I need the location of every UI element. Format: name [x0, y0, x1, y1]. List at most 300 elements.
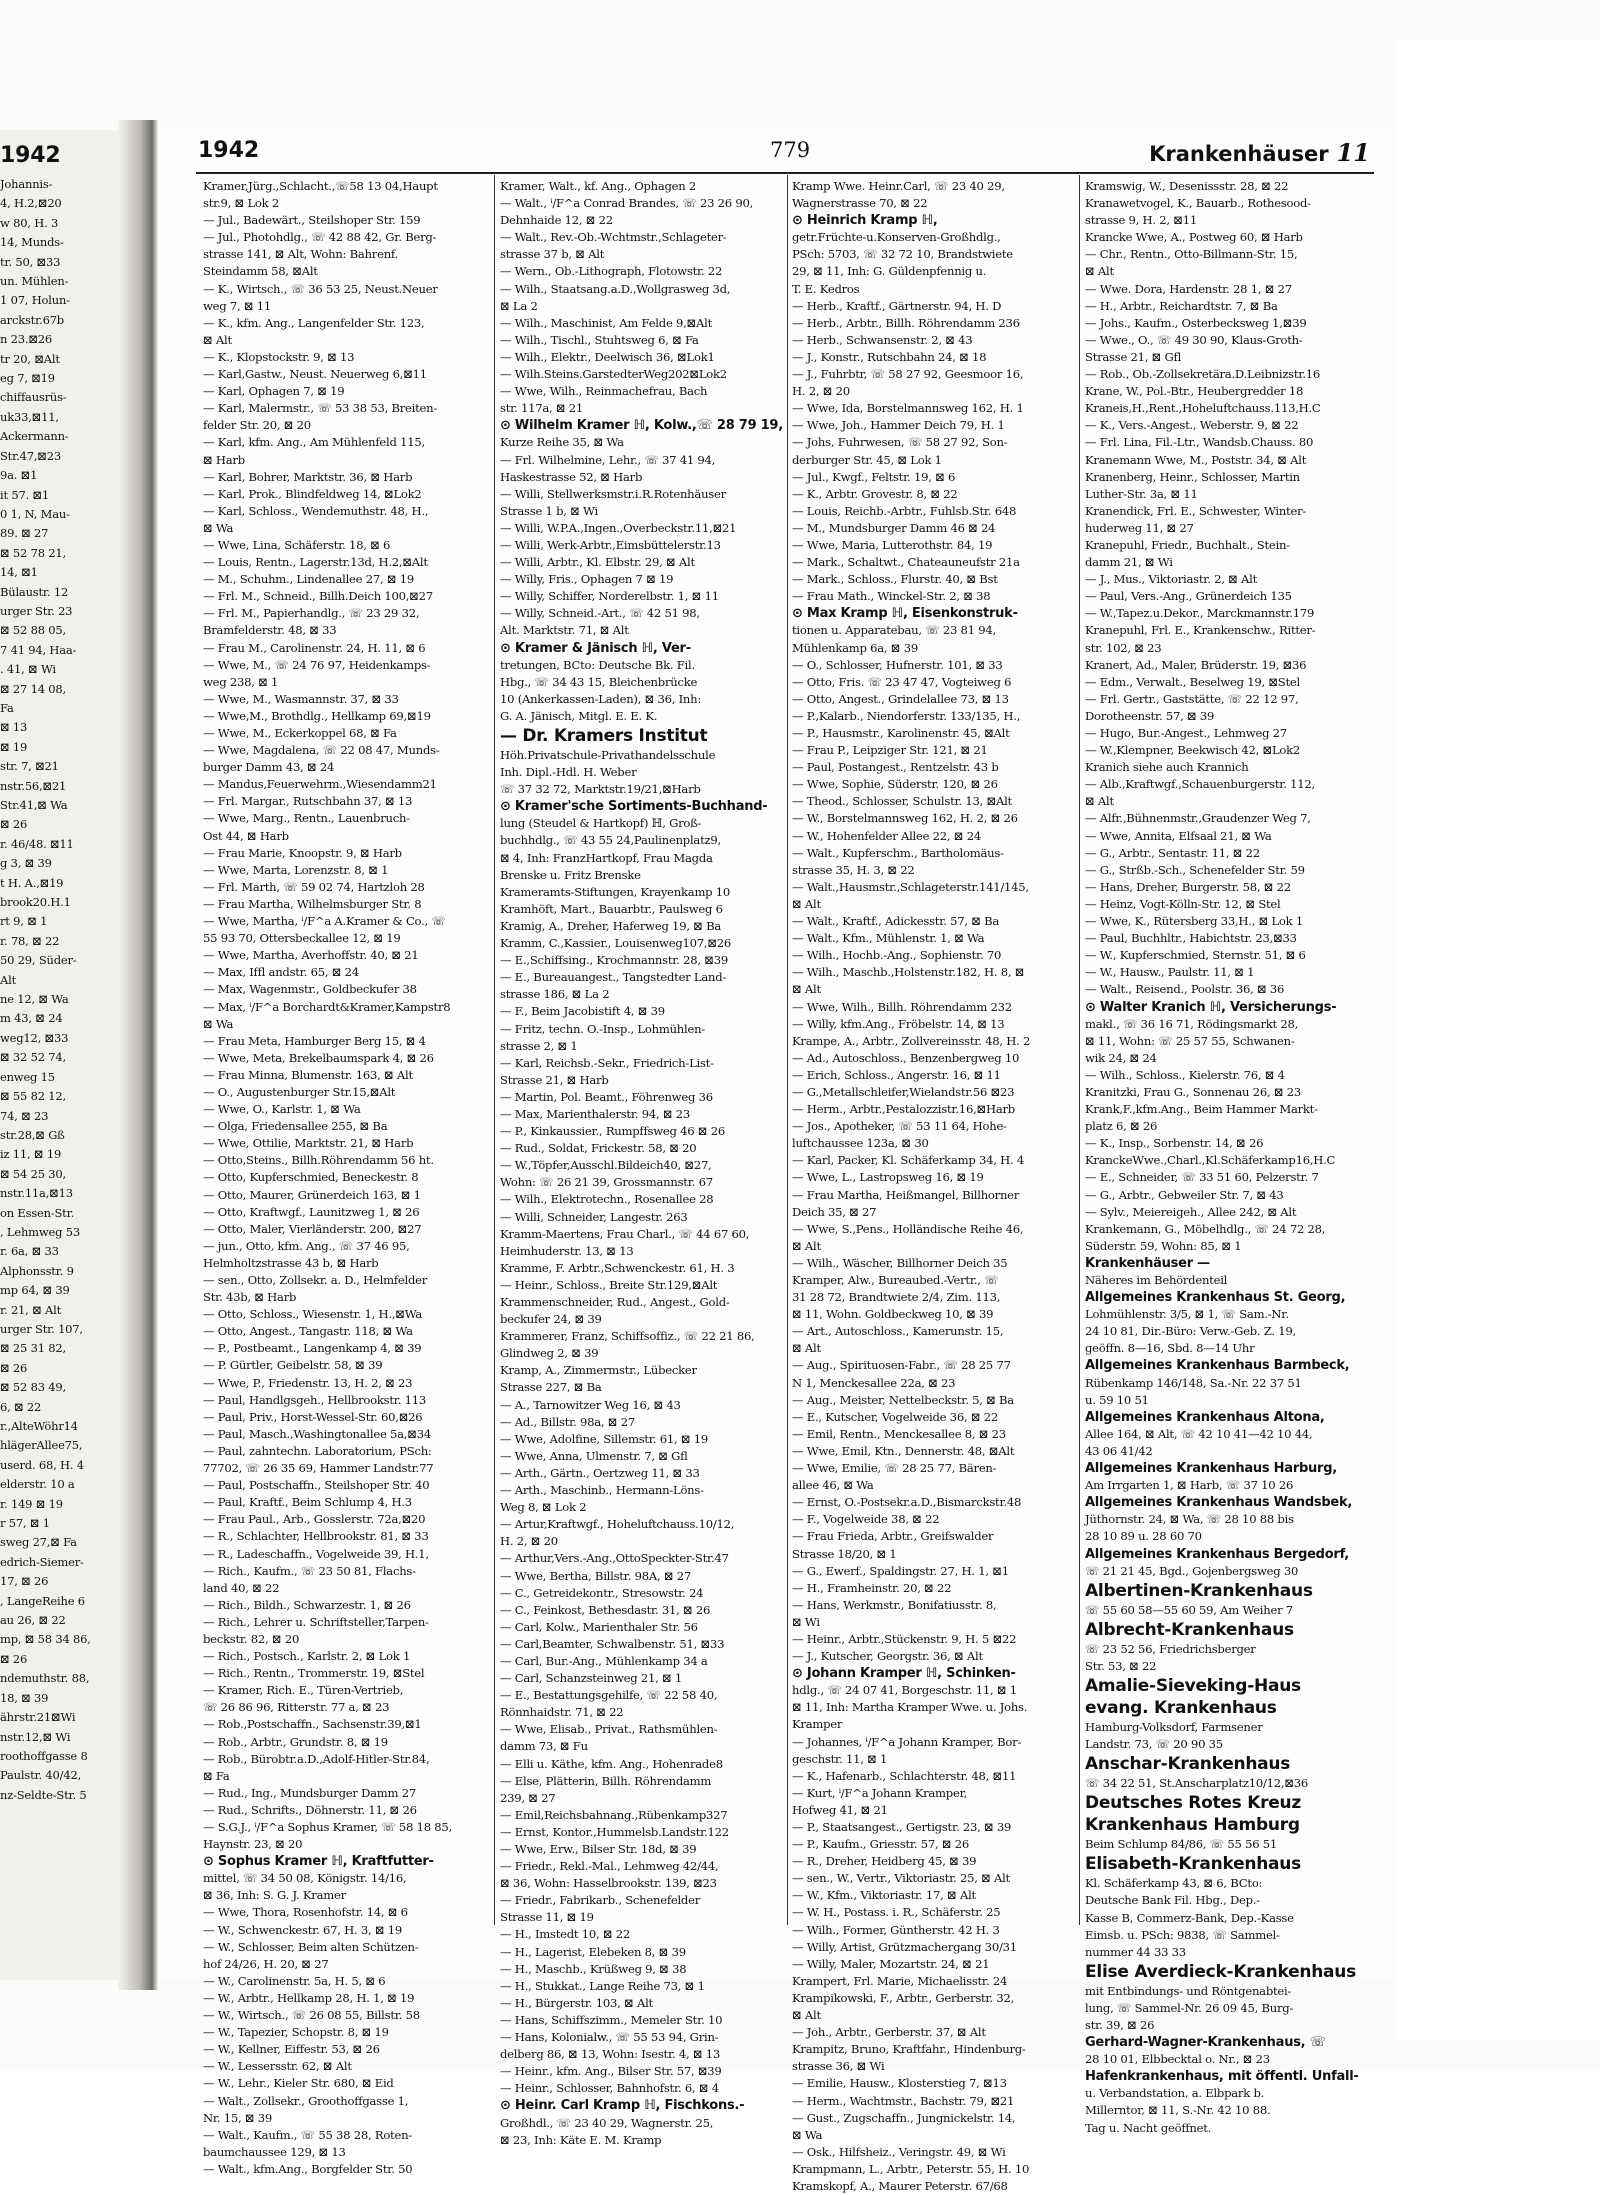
directory-entry-line: — Else, Plätterin, Billh. Röhrendamm — [500, 1773, 712, 1788]
directory-entry-line: Großhdl., ☏ 23 40 29, Wagnerstr. 25, — [500, 2115, 714, 2130]
previous-page-line: iz 11, ⊠ 19 — [0, 1147, 62, 1162]
directory-entry-line: — Heinr., kfm. Ang., Bilser Str. 57, ⊠39 — [500, 2064, 722, 2079]
directory-entry-line: Kramer,Jürg.,Schlacht.,☏58 13 04,Haupt — [203, 179, 438, 193]
directory-entry-line: Kramm-Maertens, Frau Charl., ☏ 44 67 60, — [500, 1226, 750, 1241]
directory-entry-line: — Karl, Malermstr., ☏ 53 38 53, Breiten- — [203, 401, 438, 416]
directory-entry-line: Hofweg 41, ⊠ 21 — [792, 1802, 888, 1817]
directory-entry-line: — Max, Marienthalerstr. 94, ⊠ 23 — [500, 1106, 691, 1121]
directory-entry-line: — Wern., Ob.-Lithograph, Flotowstr. 22 — [500, 264, 723, 279]
directory-entry-line: — Walt., Reisend., Poolstr. 36, ⊠ 36 — [1085, 982, 1285, 997]
directory-entry-line: — Edm., Verwalt., Beselweg 19, ⊠Stel — [1085, 674, 1300, 689]
directory-entry-line: — Karl, Schloss., Wendemuthstr. 48, H., — [203, 503, 429, 518]
directory-entry-line: 24 10 81, Dir.-Büro: Verw.-Geb. Z. 19, — [1085, 1324, 1296, 1339]
directory-entry-line: ☏ 34 22 51, St.Anscharplatz10/12,⊠36 — [1085, 1776, 1309, 1791]
previous-page-fragment — [0, 143, 110, 1983]
directory-entry-line: ⊙ Heinrich Kramp ℍ, — [792, 213, 938, 229]
directory-entry-line: — W., Kellner, Eiffestr. 53, ⊠ 26 — [203, 2042, 380, 2057]
directory-entry-line: — Rud., Soldat, Frickestr. 58, ⊠ 20 — [500, 1141, 697, 1156]
directory-entry-line: Nr. 15, ⊠ 39 — [203, 2110, 273, 2125]
directory-entry-line: ⊠ Alt — [792, 2008, 821, 2023]
directory-entry-line: — Wwe, Joh., Hammer Deich 79, H. 1 — [792, 418, 1005, 433]
previous-page-line: 50 29, Süder- — [0, 953, 77, 968]
directory-entry-line: — Paul, Postangest., Rentzelstr. 43 b — [792, 760, 999, 775]
directory-entry-line: Amalie-Sieveking-Haus — [1085, 1675, 1301, 1696]
directory-entry-line: ☏ 55 60 58—55 60 59, Am Weiher 7 — [1085, 1602, 1293, 1617]
directory-entry-line: — H., Framheinstr. 20, ⊠ 22 — [792, 1580, 952, 1595]
directory-entry-line: — W.,Klempner, Beekwisch 42, ⊠Lok2 — [1085, 743, 1301, 758]
directory-entry-line: — Frau Frieda, Arbtr., Greifswalder — [792, 1529, 994, 1544]
previous-page-line: Alphonsstr. 9 — [0, 1263, 74, 1278]
directory-entry-line: — Wwe, Magdalena, ☏ 22 08 47, Munds- — [203, 743, 440, 758]
directory-entry-line: Brenske u. Fritz Brenske — [500, 867, 641, 882]
directory-entry-line: Anschar-Krankenhaus — [1085, 1754, 1291, 1775]
directory-entry-line: — W., Tapezier, Schopstr. 8, ⊠ 19 — [203, 2025, 389, 2040]
directory-entry-line: — P.,Kalarb., Niendorferstr. 133/135, H., — [792, 708, 1021, 723]
directory-entry-line: Kranawetvogel, K., Bauarb., Rothesood- — [1085, 196, 1311, 211]
directory-entry-line: G. A. Jänisch, Mitgl. E. E. K. — [500, 708, 658, 723]
directory-entry-line: — G.,Metallschleifer,Wielandstr.56 ⊠23 — [792, 1084, 1015, 1099]
directory-entry-line: — Aug., Spirituosen-Fabr., ☏ 28 25 77 — [792, 1358, 1011, 1373]
previous-page-lines — [0, 175, 110, 1805]
directory-entry-line: 10 (Ankerkassen-Laden), ⊠ 36, Inh: — [500, 691, 702, 706]
directory-entry-line: Strasse 11, ⊠ 19 — [500, 1910, 594, 1925]
column-divider — [494, 175, 495, 1925]
directory-entry-line: — Frau P., Leipziger Str. 121, ⊠ 21 — [792, 743, 988, 758]
directory-entry-line: hdlg., ☏ 24 07 41, Borgeschstr. 11, ⊠ 1 — [792, 1683, 1017, 1698]
directory-entry-line: weg 238, ⊠ 1 — [203, 674, 279, 689]
directory-entry-line: Allgemeines Krankenhaus Altona, — [1085, 1409, 1325, 1425]
directory-entry-line: — H., Stukkat., Lange Reihe 73, ⊠ 1 — [500, 1978, 705, 1993]
directory-entry-line: — H., Bürgerstr. 103, ⊠ Alt — [500, 1995, 653, 2010]
directory-entry-line: Landstr. 73, ☏ 20 90 35 — [1085, 1737, 1223, 1752]
directory-entry-line: — Otto, Angest., Grindelallee 73, ⊠ 13 — [792, 691, 1009, 706]
previous-page-line: , Lehmweg 53 — [0, 1224, 80, 1239]
directory-entry-line: mit Entbindungs- und Röntgenabtei- — [1085, 1983, 1292, 1998]
directory-entry-line: — Sylv., Meiereigeh., Allee 242, ⊠ Alt — [1085, 1204, 1297, 1219]
directory-entry-line: — Hans, Schiffszimm., Memeler Str. 10 — [500, 2012, 723, 2027]
directory-entry-line: — Karl, Reichsb.-Sekr., Friedrich-List- — [500, 1055, 714, 1070]
directory-entry-line: — Martin, Pol. Beamt., Föhrenweg 36 — [500, 1089, 713, 1104]
directory-entry-line: derburger Str. 45, ⊠ Lok 1 — [792, 452, 942, 467]
directory-entry-line: — Karl, kfm. Ang., Am Mühlenfeld 115, — [203, 435, 425, 450]
directory-entry-line: Kramig, A., Dreher, Haferweg 19, ⊠ Ba — [500, 918, 722, 933]
directory-entry-line: — Wilh., Maschb.,Holstenstr.182, H. 8, ⊠ — [792, 965, 1025, 980]
directory-entry-line: — Frl. Wilhelmine, Lehr., ☏ 37 41 94, — [500, 452, 716, 467]
directory-entry-line: — jun., Otto, kfm. Ang., ☏ 37 46 95, — [203, 1238, 410, 1253]
previous-page-line: ⊠ 25 31 82, — [0, 1341, 66, 1356]
directory-entry-line: Ost 44, ⊠ Harb — [203, 828, 289, 843]
directory-entry-line: — Wwe, M., Eckerkoppel 68, ⊠ Fa — [203, 726, 397, 740]
directory-entry-line: — W., Hausw., Paulstr. 11, ⊠ 1 — [1085, 965, 1255, 980]
directory-entry-line: — Ad., Autoschloss., Benzenbergweg 10 — [792, 1050, 1020, 1065]
directory-entry-line: — Wwe, Annita, Elfsaal 21, ⊠ Wa — [1085, 828, 1272, 843]
directory-entry-line: strasse 36, ⊠ Wi — [792, 2059, 885, 2074]
directory-entry-line: — sen., Otto, Zollsekr. a. D., Helmfelder — [203, 1273, 428, 1287]
directory-entry-line: — O., Schlosser, Hufnerstr. 101, ⊠ 33 — [792, 657, 1003, 672]
directory-entry-line: Dehnhaide 12, ⊠ 22 — [500, 213, 613, 228]
directory-entry-line: — Chr., Rentn., Otto-Billmann-Str. 15, — [1085, 247, 1298, 262]
directory-entry-line: huderweg 11, ⊠ 27 — [1085, 520, 1194, 535]
directory-entry-line: — Wwe, Elisab., Privat., Rathsmühlen- — [500, 1722, 718, 1737]
directory-entry-line: — H., Imstedt 10, ⊠ 22 — [500, 1927, 631, 1942]
directory-entry-line: — M., Schuhm., Lindenallee 27, ⊠ 19 — [203, 572, 414, 587]
previous-page-line: hlägerAllee75, — [0, 1438, 83, 1453]
directory-entry-line: — G., Arbtr., Sentastr. 11, ⊠ 22 — [1085, 845, 1260, 860]
directory-entry-line: — Willy, Schneid.-Art., ☏ 42 51 98, — [500, 606, 700, 621]
previous-page-line: 14, ⊠1 — [0, 565, 38, 580]
directory-entry-line: — Otto, Kraftwgf., Launitzweg 1, ⊠ 26 — [203, 1204, 420, 1219]
directory-entry-line: Kasse B, Commerz-Bank, Dep.-Kasse — [1085, 1910, 1294, 1925]
directory-entry-line: — P., Kinkaussier., Rumpffsweg 46 ⊠ 26 — [500, 1124, 725, 1139]
directory-entry-line: — Art., Autoschloss., Kamerunstr. 15, — [792, 1324, 1004, 1339]
directory-entry-line: — Willy, Schiffer, Norderelbstr. 1, ⊠ 11 — [500, 589, 719, 604]
directory-entry-line: Kramm, C.,Kassier., Louisenweg107,⊠26 — [500, 936, 732, 951]
directory-entry-line: — W., Carolinenstr. 5a, H. 5, ⊠ 6 — [203, 1973, 386, 1988]
previous-page-line: userd. 68, H. 4 — [0, 1457, 84, 1472]
directory-entry-line: ⊠ Alt — [792, 982, 821, 997]
directory-entry-line: strasse 37 b, ⊠ Alt — [500, 247, 605, 262]
directory-entry-line: ⊠ Wa — [792, 2127, 823, 2142]
directory-entry-line: — Walt., Rev.-Ob.-Wchtmstr.,Schlageter- — [500, 230, 727, 245]
directory-entry-line: Strasse 227, ⊠ Ba — [500, 1380, 602, 1395]
directory-entry-line: — P., Hausmstr., Karolinenstr. 45, ⊠Alt — [792, 726, 1010, 740]
directory-entry-line: — Paul, zahntechn. Laboratorium, PSch: — [203, 1443, 432, 1458]
previous-page-line: 1 07, Holun- — [0, 293, 70, 308]
previous-page-line: Ackermann- — [0, 429, 69, 444]
directory-entry-line: H. 2, ⊠ 20 — [792, 384, 850, 399]
previous-page-line: m 43, ⊠ 24 — [0, 1011, 63, 1026]
directory-entry-line: — Wwe, Wilh., Reinmachefrau, Bach — [500, 384, 708, 399]
directory-entry-line: — Heinr., Schlosser, Bahnhofstr. 6, ⊠ 4 — [500, 2081, 719, 2096]
directory-entry-line: — Herb., Arbtr., Billh. Röhrendamm 236 — [792, 315, 1020, 330]
directory-entry-line: ⊠ Harb — [203, 452, 245, 467]
directory-entry-line: ⊙ Walter Kranich ℍ, Versicherungs- — [1085, 999, 1337, 1015]
directory-entry-line: Deich 35, ⊠ 27 — [792, 1204, 877, 1219]
directory-entry-line: — Wilh., Elektrotechn., Rosenallee 28 — [500, 1192, 714, 1207]
directory-entry-line: ⊠ Wa — [203, 1016, 234, 1031]
directory-entry-line: — W., Arbtr., Hellkamp 28, H. 1, ⊠ 19 — [203, 1990, 415, 2005]
directory-entry-line: — J., Konstr., Rutschbahn 24, ⊠ 18 — [792, 349, 987, 364]
directory-entry-line: — W., Lehr., Kieler Str. 680, ⊠ Eid — [203, 2076, 394, 2091]
directory-entry-line: Kurze Reihe 35, ⊠ Wa — [500, 435, 624, 450]
directory-entry-line: Kramper — [792, 1717, 843, 1732]
directory-entry-line: — Louis, Reichb.-Arbtr., Fuhlsb.Str. 648 — [792, 503, 1017, 518]
directory-entry-line: — J., Mus., Viktoriastr. 2, ⊠ Alt — [1085, 572, 1258, 587]
directory-entry-line: — Walt., ⁱ/F^a Conrad Brandes, ☏ 23 26 90, — [500, 196, 754, 211]
previous-page-line: ährstr.21⊠Wi — [0, 1710, 76, 1725]
directory-entry-line: u. Verbandstation, a. Elbpark b. — [1085, 2086, 1265, 2101]
previous-page-line: ⊠ 13 — [0, 720, 28, 735]
previous-page-line: it 57. ⊠1 — [0, 487, 50, 502]
directory-entry-line: — R., Schlachter, Hellbrookstr. 81, ⊠ 33 — [203, 1529, 429, 1544]
directory-entry-line: Kramskopf, A., Maurer Peterstr. 67/68 — [792, 2178, 1008, 2193]
directory-entry-line: — Karl, Packer, Kl. Schäferkamp 34, H. 4 — [792, 1153, 1024, 1168]
directory-entry-line: — Wwe, Martha, Averhoffstr. 40, ⊠ 21 — [203, 948, 419, 963]
directory-entry-line: Krampikowski, F., Arbtr., Gerberstr. 32, — [792, 1990, 1015, 2005]
directory-entry-line: — C., Getreidekontr., Stresowstr. 24 — [500, 1585, 704, 1600]
directory-entry-line: Rönnhaidstr. 71, ⊠ 22 — [500, 1705, 624, 1720]
directory-entry-line: — Karl, Ophagen 7, ⊠ 19 — [203, 384, 345, 399]
directory-entry-line: — Herb., Kraftf., Gärtnerstr. 94, H. D — [792, 298, 1002, 313]
previous-page-line: Paulstr. 40/42, — [0, 1768, 82, 1783]
directory-entry-line: — P., Kaufm., Griesstr. 57, ⊠ 26 — [792, 1837, 970, 1852]
directory-column-1 — [203, 178, 492, 2176]
directory-entry-line: — Rud., Ing., Mundsburger Damm 27 — [203, 1785, 416, 1800]
directory-entry-line: land 40, ⊠ 22 — [203, 1580, 280, 1595]
directory-entry-line: — Wwe,M., Brothdlg., Hellkamp 69,⊠19 — [203, 708, 431, 723]
directory-entry-line: — Willi, Werk-Arbtr.,Eimsbüttelerstr.13 — [500, 537, 721, 552]
directory-entry-line: — O., Augustenburger Str.15,⊠Alt — [203, 1084, 396, 1099]
directory-entry-line: Hamburg-Volksdorf, Farmsener — [1085, 1719, 1263, 1734]
directory-entry-line: ☏ 23 52 56, Friedrichsberger — [1085, 1641, 1256, 1656]
directory-entry-line: Kranenberg, Heinr., Schlosser, Martin — [1085, 469, 1300, 484]
directory-entry-line: — C., Feinkost, Bethesdastr. 31, ⊠ 26 — [500, 1602, 711, 1617]
page-heading — [1120, 138, 1370, 168]
directory-entry-line: — Frl. Lina, Fil.-Ltr., Wandsb.Chauss. 80 — [1085, 435, 1314, 450]
directory-entry-line: — Jos., Apotheker, ☏ 53 11 64, Hohe- — [792, 1119, 1007, 1134]
directory-entry-line: u. 59 10 51 — [1085, 1392, 1149, 1407]
previous-page-line: Johannis- — [0, 177, 53, 191]
directory-entry-line: Kranitzki, Frau G., Sonnenau 26, ⊠ 23 — [1085, 1084, 1301, 1099]
directory-entry-line: Albrecht-Krankenhaus — [1085, 1619, 1294, 1640]
directory-entry-line: Beim Schlump 84/86, ☏ 55 56 51 — [1085, 1837, 1278, 1852]
directory-entry-line: — G., Ewerf., Spaldingstr. 27, H. 1, ⊠1 — [792, 1563, 1009, 1578]
directory-entry-line: Hbg., ☏ 34 43 15, Bleichenbrücke — [500, 674, 698, 689]
previous-page-line: ⊠ 26 — [0, 1651, 28, 1666]
previous-page-line: 89. ⊠ 27 — [0, 526, 49, 541]
page-heading-section: 11 — [1336, 138, 1370, 167]
directory-entry-line: — E., Schneider, ☏ 33 51 60, Pelzerstr. 7 — [1085, 1170, 1319, 1185]
directory-entry-line: Heimhuderstr. 13, ⊠ 13 — [500, 1243, 634, 1258]
previous-page-line: nstr.11a,⊠13 — [0, 1186, 73, 1201]
directory-entry-line: Krancke Wwe, A., Postweg 60, ⊠ Harb — [1085, 230, 1303, 245]
directory-entry-line: str.9, ⊠ Lok 2 — [203, 196, 279, 211]
directory-entry-line: — Paul, Masch.,Washingtonallee 5a,⊠34 — [203, 1426, 431, 1441]
directory-entry-line: Alt. Marktstr. 71, ⊠ Alt — [500, 623, 629, 638]
directory-entry-line: — Wwe, Ottilie, Marktstr. 21, ⊠ Harb — [203, 1136, 414, 1151]
directory-entry-line: Kramhöft, Mart., Bauarbtr., Paulsweg 6 — [500, 901, 723, 916]
directory-entry-line: — Wwe, P., Friedenstr. 13, H. 2, ⊠ 23 — [203, 1375, 413, 1390]
directory-entry-line: — sen., W., Vertr., Viktoriastr. 25, ⊠ Alt — [792, 1871, 1010, 1886]
directory-entry-line: — Rich., Postsch., Karlstr. 2, ⊠ Lok 1 — [203, 1649, 411, 1664]
previous-page-line: nstr.56,⊠21 — [0, 778, 67, 793]
directory-entry-line: — Frau Martha, Wilhelmsburger Str. 8 — [203, 896, 422, 911]
directory-entry-line: wik 24, ⊠ 24 — [1085, 1050, 1157, 1065]
directory-entry-line: — Paul, Priv., Horst-Wessel-Str. 60,⊠26 — [203, 1409, 423, 1424]
directory-entry-line: strasse 186, ⊠ La 2 — [500, 987, 610, 1002]
directory-entry-line: Str. 53, ⊠ 22 — [1085, 1658, 1157, 1673]
directory-entry-line: — Frau Meta, Hamburger Berg 15, ⊠ 4 — [203, 1033, 426, 1048]
previous-page-line: elderstr. 10 a — [0, 1477, 75, 1492]
directory-entry-line: 77702, ☏ 26 35 69, Hammer Landstr.77 — [203, 1461, 434, 1476]
directory-entry-line: Kranemann Wwe, M., Poststr. 34, ⊠ Alt — [1085, 452, 1307, 467]
directory-entry-line: ⊠ Wa — [203, 520, 234, 535]
directory-entry-line: Kramp Wwe. Heinr.Carl, ☏ 23 40 29, — [792, 179, 1005, 193]
directory-entry-line: — K., Klopstockstr. 9, ⊠ 13 — [203, 349, 355, 364]
directory-entry-line: — Rob.,Postschaffn., Sachsenstr.39,⊠1 — [203, 1717, 422, 1732]
previous-page-line: Bülaustr. 12 — [0, 584, 69, 599]
directory-entry-line: ⊠ 11, Wohn. Goldbeckweg 10, ⊠ 39 — [792, 1307, 994, 1322]
directory-entry-line: ⊠ Alt — [203, 332, 232, 347]
directory-entry-line: evang. Krankenhaus — [1085, 1697, 1277, 1718]
directory-entry-line: — Frau Martha, Heißmangel, Billhorner — [792, 1187, 1020, 1202]
directory-entry-line: lung, ☏ Sammel-Nr. 26 09 45, Burg- — [1085, 2000, 1294, 2015]
previous-page-line: ⊠ 19 — [0, 739, 28, 754]
directory-entry-line: Tag u. Nacht geöffnet. — [1085, 2120, 1212, 2135]
directory-entry-line: — Willy, Fris., Ophagen 7 ⊠ 19 — [500, 572, 674, 587]
previous-page-line: au 26, ⊠ 22 — [0, 1613, 66, 1628]
directory-entry-line: ⊠ Alt — [792, 1238, 821, 1253]
directory-entry-line: Elisabeth-Krankenhaus — [1085, 1854, 1301, 1875]
directory-entry-line: — Walt.,Hausmstr.,Schlageterstr.141/145, — [792, 879, 1029, 894]
directory-entry-line: — Hans, Kolonialw., ☏ 55 53 94, Grin- — [500, 2030, 719, 2045]
directory-entry-line: — W., Kupferschmied, Sternstr. 51, ⊠ 6 — [1085, 948, 1306, 963]
directory-entry-line: — Otto, Angest., Tangastr. 118, ⊠ Wa — [203, 1324, 413, 1339]
directory-entry-line: — Osk., Hilfsheiz., Veringstr. 49, ⊠ Wi — [792, 2144, 1006, 2159]
directory-entry-line: — Carl, Schanzsteinweg 21, ⊠ 1 — [500, 1671, 683, 1686]
directory-entry-line: — Mark., Schloss., Flurstr. 40, ⊠ Bst — [792, 572, 998, 587]
directory-entry-line: — Rud., Schrifts., Döhnerstr. 11, ⊠ 26 — [203, 1802, 417, 1817]
directory-entry-line: Krameramts-Stiftungen, Krayenkamp 10 — [500, 884, 731, 899]
previous-page-line: nstr.12,⊠ Wi — [0, 1729, 71, 1744]
directory-entry-line: weg 7, ⊠ 11 — [203, 298, 272, 313]
directory-entry-line: Kramp, A., Zimmermstr., Lübecker — [500, 1363, 697, 1378]
directory-column-4 — [1085, 178, 1377, 2135]
directory-entry-line: — K., Insp., Sorbenstr. 14, ⊠ 26 — [1085, 1136, 1264, 1151]
directory-entry-line: PSch: 5703, ☏ 32 72 10, Brandstwiete — [792, 247, 1013, 262]
directory-entry-line: ⊠ Wi — [792, 1614, 820, 1629]
directory-entry-line: — Kurt, ⁱ/F^a Johann Kramper, — [792, 1785, 968, 1800]
directory-entry-line: — Walt., kfm.Ang., Borgfelder Str. 50 — [203, 2161, 413, 2176]
directory-entry-line: — P., Postbeamt., Langenkamp 4, ⊠ 39 — [203, 1341, 422, 1356]
directory-entry-line: — Gust., Zugschaffn., Jungnickelstr. 14, — [792, 2110, 1016, 2125]
previous-page-line: str.28,⊠ Gß — [0, 1127, 65, 1142]
directory-entry-line: str. 39, ⊠ 26 — [1085, 2018, 1155, 2032]
previous-page-line: 0 1, N, Mau- — [0, 506, 70, 521]
directory-entry-line: — E., Bureauangest., Tangstedter Land- — [500, 970, 727, 985]
directory-entry-line: nummer 44 33 33 — [1085, 1944, 1186, 1959]
directory-entry-line: H. 2, ⊠ 20 — [500, 1534, 558, 1549]
directory-entry-line: — Wwe, Bertha, Billstr. 98A, ⊠ 27 — [500, 1568, 691, 1583]
previous-page-line: w 80, H. 3 — [0, 215, 59, 230]
previous-page-line: 17, ⊠ 26 — [0, 1574, 49, 1589]
directory-entry-line: strasse 2, ⊠ 1 — [500, 1038, 578, 1053]
directory-entry-line: — Emilie, Hausw., Klosterstieg 7, ⊠13 — [792, 2076, 1007, 2091]
directory-entry-line: — Aug., Meister, Nettelbeckstr. 5, ⊠ Ba — [792, 1392, 1014, 1407]
directory-entry-line: — Olga, Friedensallee 255, ⊠ Ba — [203, 1119, 388, 1134]
directory-entry-line: — Paul, Handlgsgeh., Hellbrookstr. 113 — [203, 1392, 427, 1407]
directory-entry-line: platz 6, ⊠ 26 — [1085, 1119, 1158, 1134]
directory-entry-line: — A., Tarnowitzer Weg 16, ⊠ 43 — [500, 1397, 681, 1412]
directory-entry-line: — Jul., Badewärt., Steilshoper Str. 159 — [203, 213, 421, 228]
previous-page-line: on Essen-Str. — [0, 1205, 75, 1220]
directory-entry-line: — S.G.J., ⁱ/F^a Sophus Kramer, ☏ 58 18 85, — [203, 1820, 452, 1834]
directory-entry-line: tionen u. Apparatebau, ☏ 23 81 94, — [792, 623, 996, 638]
directory-entry-line: Bramfelderstr. 48, ⊠ 33 — [203, 623, 337, 638]
directory-entry-line: — Willi, Stellwerksmstr.i.R.Rotenhäuser — [500, 486, 726, 501]
directory-entry-line: Millerntor, ⊠ 11, S.-Nr. 42 10 88. — [1085, 2103, 1271, 2118]
previous-page-line: 14, Munds- — [0, 235, 64, 250]
directory-entry-line: — W., Borstelmannsweg 162, H. 2, ⊠ 26 — [792, 811, 1018, 826]
directory-entry-line: Strasse 21, ⊠ Harb — [500, 1072, 609, 1087]
directory-entry-line: Allgemeines Krankenhaus Wandsbek, — [1085, 1495, 1353, 1511]
column-divider — [787, 175, 788, 1925]
directory-entry-line: lung (Steudel & Hartkopf) ℍ, Groß- — [500, 816, 702, 831]
directory-entry-line: beckufer 24, ⊠ 39 — [500, 1312, 602, 1327]
directory-entry-line: — W., Schlosser, Beim alten Schützen- — [203, 1939, 419, 1954]
directory-entry-line: — G., Strßb.-Sch., Schenefelder Str. 59 — [1085, 862, 1305, 877]
directory-entry-line: delberg 86, ⊠ 13, Wohn: Isestr. 4, ⊠ 13 — [500, 2047, 720, 2062]
header-rule — [196, 172, 1374, 174]
previous-page-line: r. 149 ⊠ 19 — [0, 1496, 63, 1511]
previous-page-line: mp 64, ⊠ 39 — [0, 1283, 70, 1298]
directory-entry-line: ⊠ 23, Inh: Käte E. M. Kramp — [500, 2132, 662, 2147]
directory-entry-line: — K., Vers.-Angest., Weberstr. 9, ⊠ 22 — [1085, 418, 1299, 433]
directory-entry-line: — W., Kfm., Viktoriastr. 17, ⊠ Alt — [792, 1888, 976, 1903]
directory-entry-line: — Frl. Marth, ☏ 59 02 74, Hartzloh 28 — [203, 879, 425, 894]
directory-entry-line: — Mark., Schaltwt., Chateauneufstr 21a — [792, 555, 1020, 570]
directory-entry-line: — E.,Schiffsing., Krochmannstr. 28, ⊠39 — [500, 953, 728, 968]
directory-entry-line: — Karl, Bohrer, Marktstr. 36, ⊠ Harb — [203, 469, 413, 484]
previous-page-line: weg12, ⊠33 — [0, 1030, 69, 1045]
directory-entry-line: — Rob., Bürobtr.a.D.,Adolf-Hitler-Str.84, — [203, 1751, 430, 1766]
directory-entry-line: ⊠ La 2 — [500, 298, 538, 313]
directory-entry-line: — Wwe, Martha, ⁱ/F^a A.Kramer & Co., ☏ — [203, 914, 446, 929]
previous-page-line: rt 9, ⊠ 1 — [0, 914, 48, 929]
directory-entry-line: Krampert, Frl. Marie, Michaelisstr. 24 — [792, 1973, 1008, 1988]
directory-entry-line: Am Irrgarten 1, ⊠ Harb, ☏ 37 10 26 — [1085, 1478, 1294, 1493]
directory-entry-line: — Theod., Schlosser, Schulstr. 13, ⊠Alt — [792, 794, 1012, 809]
directory-entry-line: Rübenkamp 146/148, Sa.-Nr. 22 37 51 — [1085, 1375, 1302, 1390]
directory-entry-line: — F., Vogelweide 38, ⊠ 22 — [792, 1512, 940, 1527]
directory-entry-line: — Hans, Dreher, Burgerstr. 58, ⊠ 22 — [1085, 879, 1291, 894]
directory-entry-line: — Johs, Fuhrwesen, ☏ 58 27 92, Son- — [792, 435, 1008, 450]
directory-entry-line: — J., Kutscher, Georgstr. 36, ⊠ Alt — [792, 1649, 983, 1664]
directory-entry-line: Eimsb. u. PSch: 9838, ☏ Sammel- — [1085, 1927, 1280, 1942]
directory-entry-line: mittel, ☏ 34 50 08, Königstr. 14/16, — [203, 1871, 407, 1886]
directory-entry-line: — Emil,Reichsbahnang.,Rübenkamp327 — [500, 1807, 728, 1822]
directory-entry-line: — Elli u. Käthe, kfm. Ang., Hohenrade8 — [500, 1756, 723, 1771]
directory-entry-line: ⊙ Wilhelm Kramer ℍ, Kolw.,☏ 28 79 19, — [500, 418, 783, 434]
directory-entry-line: — Heinr., Schloss., Breite Str.129,⊠Alt — [500, 1277, 718, 1292]
directory-entry-line: buchhdlg., ☏ 43 55 24,Paulinenplatz9, — [500, 833, 721, 848]
directory-entry-line: Haskestrasse 52, ⊠ Harb — [500, 469, 643, 484]
previous-page-line: tr 20, ⊠Alt — [0, 351, 60, 366]
directory-entry-line: ☏ 21 21 45, Bgd., Gojenbergsweg 30 — [1085, 1563, 1299, 1578]
directory-entry-line: — Wwe, M., Wasmannstr. 37, ⊠ 33 — [203, 691, 399, 706]
directory-entry-line: — Wwe, Adolfine, Sillemstr. 61, ⊠ 19 — [500, 1431, 708, 1446]
previous-page-line: 4, H.2,⊠20 — [0, 196, 62, 211]
previous-page-line: ⊠ 54 25 30, — [0, 1166, 66, 1181]
directory-entry-line: Kl. Schäferkamp 43, ⊠ 6, BCto: — [1085, 1876, 1263, 1891]
previous-page-line: ⊠ 27 14 08, — [0, 681, 66, 696]
previous-page-line: r. 46/48. ⊠11 — [0, 836, 74, 851]
directory-entry-line: — Rich., Lehrer u. Schriftsteller,Tarpen- — [203, 1614, 429, 1629]
directory-entry-line: — Wwe, Emil, Ktn., Dennerstr. 48, ⊠Alt — [792, 1443, 1015, 1458]
directory-entry-line: — Emil, Rentn., Menckesallee 8, ⊠ 23 — [792, 1426, 1006, 1441]
previous-page-line: enweg 15 — [0, 1069, 55, 1084]
directory-entry-line: — Paul, Kraftf., Beim Schlump 4, H.3 — [203, 1495, 412, 1510]
directory-entry-line: Krampmann, L., Arbtr., Peterstr. 55, H. 10 — [792, 2161, 1030, 2176]
right-blank-margin — [1396, 40, 1600, 2040]
directory-entry-line: — Wwe, Maria, Lutterothstr. 84, 19 — [792, 537, 993, 552]
directory-entry-line: — W. H., Postass. i. R., Schäferstr. 25 — [792, 1905, 1001, 1920]
directory-entry-line: — Ernst, Kontor.,Hummelsb.Landstr.122 — [500, 1824, 729, 1839]
page-heading-title: Krankenhäuser — [1149, 142, 1329, 166]
directory-entry-line: — H., Lagerist, Elebeken 8, ⊠ 39 — [500, 1944, 686, 1959]
directory-entry-line: Krankenhaus Hamburg — [1085, 1815, 1300, 1836]
directory-entry-line: ☏ 26 86 96, Ritterstr. 77 a, ⊠ 23 — [203, 1700, 390, 1715]
